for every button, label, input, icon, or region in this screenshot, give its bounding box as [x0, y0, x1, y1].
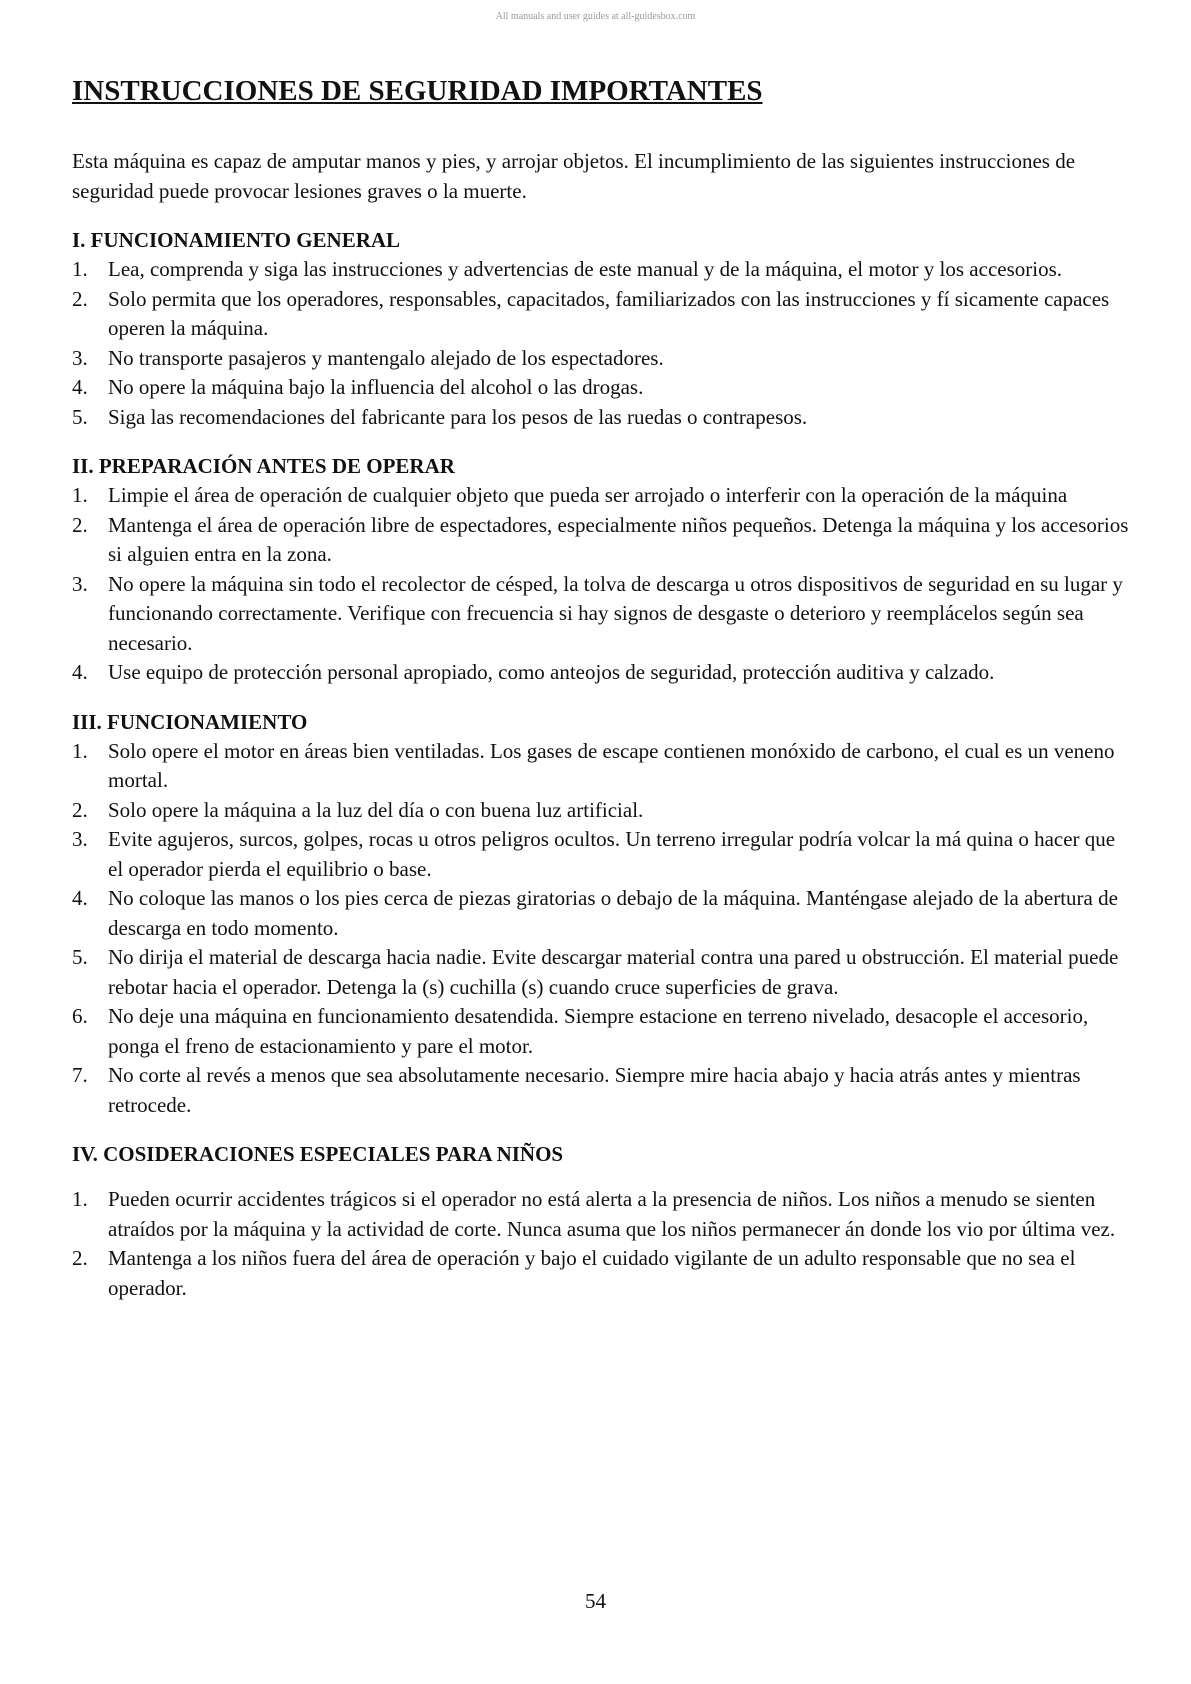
section-list-operation — [72, 737, 1130, 1121]
list-item: 6. No deje una máquina en funcionamiento desatendida. Siempre estacione en terreno nivelado, desacople el accesorio, ponga el freno de estacionamiento y pare el motor. — [72, 1004, 1089, 1058]
section-list-general-operation — [72, 255, 1130, 432]
section-heading-children: IV. COSIDERACIONES ESPECIALES PARA NIÑOS — [72, 1142, 564, 1166]
section-heading-general-operation: I. FUNCIONAMIENTO GENERAL — [72, 228, 401, 252]
watermark-text: All manuals and user guides at all-guidesbox.com — [495, 11, 696, 22]
section-list-children — [72, 1185, 1130, 1303]
section-heading-operation: III. FUNCIONAMIENTO — [72, 709, 308, 734]
list-item: 7. No corte al revés a menos que sea absolutamente necesario. Siempre mire hacia abajo y hacia atrás antes y mientras retrocede. — [72, 1063, 1081, 1117]
intro-paragraph: Esta máquina es capaz de amputar manos y pies, y arrojar objetos. El incumplimiento de las siguientes instrucciones de seguridad puede provocar lesiones graves o la muerte. — [72, 149, 1076, 203]
list-item: 3. No transporte pasajeros y mantengalo alejado de los espectadores. — [72, 345, 664, 370]
list-item: 2. Mantenga el área de operación libre de espectadores, especialmente niños pequeños. Detenga la máquina y los accesorios si alguien entra en la zona. — [72, 512, 1129, 566]
list-item: 3. No opere la máquina sin todo el recolector de césped, la tolva de descarga u otros dispositivos de seguridad en su lugar y funcionando correctamente. Verifique con frecuencia si hay signos de desgaste o deterioro y reemplácelos según sea necesario. — [72, 571, 1123, 655]
list-item: 4. No opere la máquina bajo la influencia del alcohol o las drogas. — [72, 375, 644, 399]
section-list-preparation — [72, 481, 1130, 688]
list-item: 3. Evite agujeros, surcos, golpes, rocas u otros peligros ocultos. Un terreno irregular podría volcar la má quina o hacer que el operador pierda el equilibrio o base. — [72, 827, 1116, 881]
page-number: 54 — [585, 1589, 606, 1613]
list-item: 2. Solo permita que los operadores, responsables, capacitados, familiarizados con las instrucciones y fí sicamente capaces operen la máquina. — [72, 286, 1110, 340]
list-item: 5. No dirija el material de descarga hacia nadie. Evite descargar material contra una pared u obstrucción. El material puede rebotar hacia el operador. Detenga la (s) cuchilla (s) cuando cruce superficies de grava. — [72, 945, 1119, 999]
list-item: 4. Use equipo de protección personal apropiado, como anteojos de seguridad, protección auditiva y calzado. — [72, 660, 995, 684]
list-item: 1. Pueden ocurrir accidentes trágicos si el operador no está alerta a la presencia de niños. Los niños a menudo se sienten atraídos por la máquina y la actividad de corte. Nunca asuma que los niños permanecer án donde los vio por última vez. — [72, 1187, 1116, 1241]
page-content — [72, 70, 1130, 1303]
list-item: 1. Solo opere el motor en áreas bien ventiladas. Los gases de escape contienen monóxido de carbono, el cual es un veneno mortal. — [72, 738, 1115, 792]
page-title: INSTRUCCIONES DE SEGURIDAD IMPORTANTES — [72, 75, 763, 107]
list-item: 2. Mantenga a los niños fuera del área de operación y bajo el cuidado vigilante de un adulto responsable que no sea el operador. — [72, 1246, 1076, 1300]
list-item: 1. Lea, comprenda y siga las instrucciones y advertencias de este manual y de la máquina, el motor y los accesorios. — [72, 257, 1063, 281]
list-item: 1. Limpie el área de operación de cualquier objeto que pueda ser arrojado o interferir con la operación de la máquina — [72, 483, 1068, 507]
list-item: 5. Siga las recomendaciones del fabricante para los pesos de las ruedas o contrapesos. — [72, 404, 808, 429]
list-item: 2. Solo opere la máquina a la luz del día o con buena luz artificial. — [72, 797, 644, 822]
section-heading-preparation: II. PREPARACIÓN ANTES DE OPERAR — [72, 454, 455, 478]
list-item: 4. No coloque las manos o los pies cerca de piezas giratorias o debajo de la máquina. Manténgase alejado de la abertura de descarga en todo momento. — [72, 886, 1118, 940]
